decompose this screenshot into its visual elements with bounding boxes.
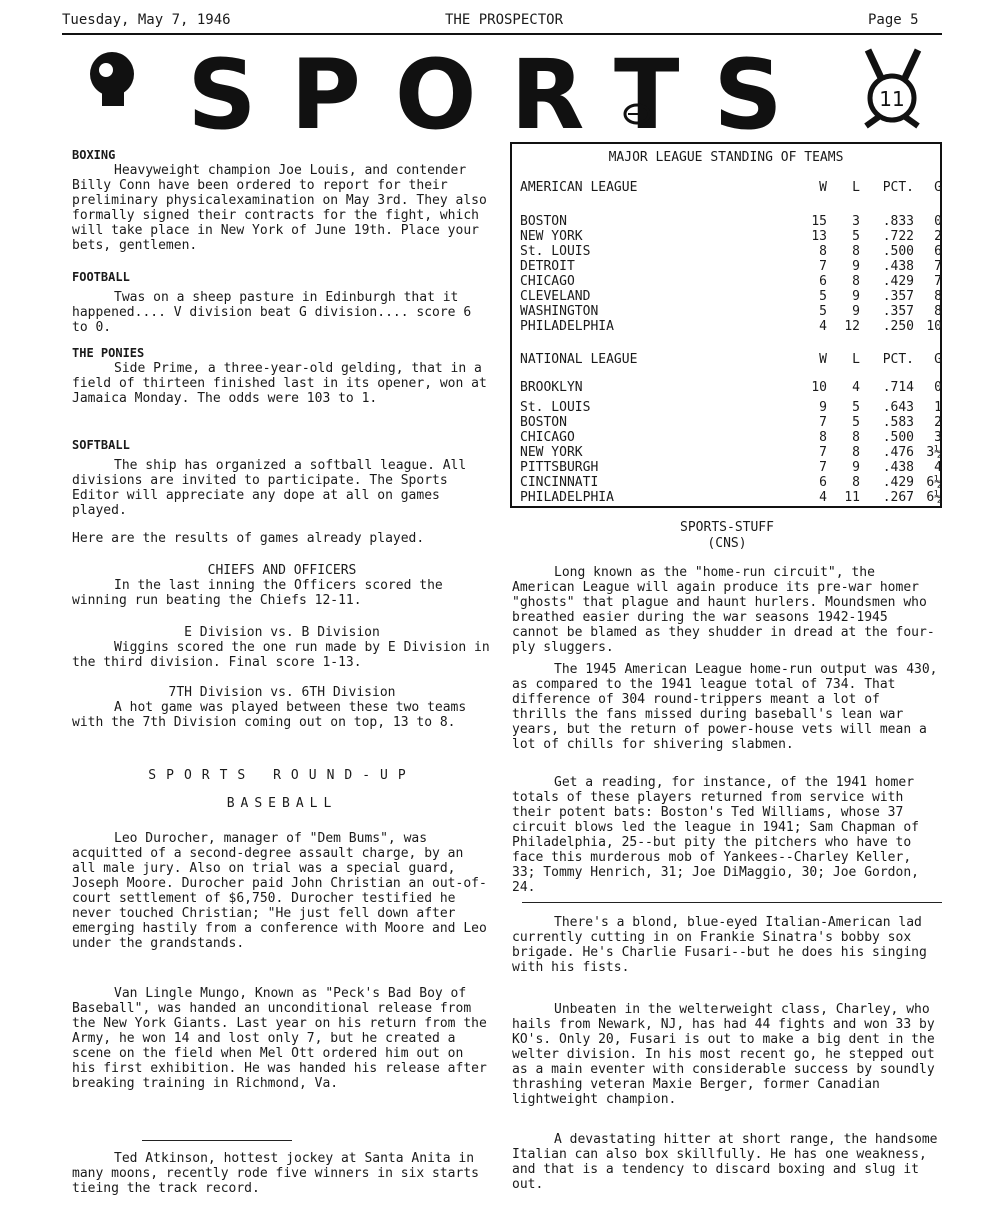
games-behind: G	[934, 352, 942, 367]
games-behind: 1	[934, 400, 942, 415]
fusari-record-story: Unbeaten in the welterweight class, Charley, who hails from Newark, NJ, has had 44 fights and won 33 by KO's. Only 20, Fusari is out to make a big dent in the welter division. In his most recent go, he stepped out as a main eventer with considerable success by soundly thrashing veteran Maxie Berger, former Canadian lightweight champion.	[512, 1002, 935, 1107]
team-row	[520, 460, 942, 475]
losses: 11	[844, 490, 860, 505]
section-body: Twas on a sheep pasture in Edinburgh that it happened.... V division beat G division.... score 6 to 0.	[72, 290, 472, 335]
team-name: PHILADELPHIA	[520, 490, 614, 505]
section-heading: FOOTBALL	[72, 270, 130, 284]
sports-stuff-heading: SPORTS-STUFF	[680, 520, 774, 535]
percentage: .714	[882, 380, 914, 395]
games-behind: 7	[934, 274, 942, 289]
baseball-heading: BASEBALL	[226, 796, 338, 811]
team-name: BOSTON	[520, 214, 567, 229]
games-behind: 6½	[926, 475, 942, 490]
svg-text:11: 11	[879, 87, 905, 111]
losses: L	[852, 352, 860, 367]
team-name: CINCINNATI	[520, 475, 599, 490]
durocher-story: Leo Durocher, manager of "Dem Bums", was acquitted of a second-degree assault charge, by an all male jury. Also on trial was a special guard, Joseph Moore. Durocher paid John Christian an out-of-court settlement of $6,750. Durocher testified he never touched Christian; "He just fell down after emerging hastily from a conference with Moore and Leo under the grandstands.	[72, 831, 487, 951]
team-name: WASHINGTON	[520, 304, 599, 319]
issue-date: Tuesday, May 7, 1946	[62, 12, 231, 28]
wins: 15	[811, 214, 827, 229]
league-header-row	[520, 352, 942, 367]
game-result-7th-division	[72, 685, 492, 730]
boxing-glove-icon	[90, 52, 134, 106]
wins: 4	[819, 319, 827, 334]
team-name: NEW YORK	[520, 445, 583, 460]
boxing-section	[72, 148, 492, 253]
percentage: .429	[882, 274, 914, 289]
wins: W	[819, 352, 827, 367]
percentage: .267	[882, 490, 914, 505]
losses: 8	[852, 244, 860, 259]
atkinson-story: Ted Atkinson, hottest jockey at Santa Anita in many moons, recently rode five winners in six starts tieing the track record.	[72, 1151, 479, 1196]
games-behind: 6½	[926, 490, 942, 505]
wins: 6	[819, 274, 827, 289]
wins: 7	[819, 460, 827, 475]
team-name: CLEVELAND	[520, 289, 591, 304]
percentage: .722	[882, 229, 914, 244]
games-behind: 2	[934, 229, 942, 244]
section-body: Heavyweight champion Joe Louis, and contender Billy Conn have been ordered to report for their preliminary physicalexamination on May 3rd. They also formally signed their contracts for the fight, which will take place in New York of June 19th. Place your bets, gentlemen.	[72, 163, 487, 253]
losses: 9	[852, 259, 860, 274]
team-row	[520, 214, 942, 229]
league-header-row	[520, 180, 942, 195]
football-section	[72, 270, 492, 335]
team-name: BOSTON	[520, 415, 567, 430]
losses: 8	[852, 475, 860, 490]
story-divider	[142, 1140, 292, 1141]
banner-art	[62, 36, 942, 146]
section-heading: THE PONIES	[72, 346, 145, 360]
losses: L	[852, 180, 860, 195]
percentage: .500	[882, 244, 914, 259]
percentage: .357	[882, 304, 914, 319]
games-behind: 3	[934, 430, 942, 445]
team-row	[520, 259, 942, 274]
wins: 7	[819, 445, 827, 460]
percentage: .357	[882, 289, 914, 304]
game-heading: 7TH Division vs. 6TH Division	[168, 685, 396, 700]
game-result-chiefs	[72, 563, 492, 608]
wins: 4	[819, 490, 827, 505]
team-row	[520, 289, 942, 304]
wins: 5	[819, 304, 827, 319]
wins: 6	[819, 475, 827, 490]
games-behind: 3½	[926, 445, 942, 460]
games-behind: 7	[934, 259, 942, 274]
wins: 7	[819, 259, 827, 274]
wins: W	[819, 180, 827, 195]
team-row	[520, 415, 942, 430]
bunny-ball-icon	[866, 50, 918, 126]
percentage: PCT.	[882, 180, 914, 195]
team-name: CHICAGO	[520, 430, 575, 445]
wins: 5	[819, 289, 827, 304]
team-row	[520, 400, 942, 415]
team-name: CHICAGO	[520, 274, 575, 289]
losses: 9	[852, 460, 860, 475]
team-row	[520, 430, 942, 445]
results-intro: Here are the results of games already played.	[72, 531, 425, 546]
team-name: St. LOUIS	[520, 400, 591, 415]
team-name: NEW YORK	[520, 229, 583, 244]
game-body: Wiggins scored the one run made by E Division in the third division. Final score 1-13.	[72, 640, 490, 670]
team-row	[520, 490, 942, 505]
losses: 5	[852, 229, 860, 244]
ponies-section	[72, 346, 492, 406]
games-behind: 8	[934, 289, 942, 304]
team-row	[520, 475, 942, 490]
standings-title: MAJOR LEAGUE STANDING OF TEAMS	[608, 150, 844, 165]
page-number: Page 5	[868, 12, 919, 28]
softball-section	[72, 438, 492, 518]
percentage: .833	[882, 214, 914, 229]
section-heading: BOXING	[72, 148, 116, 162]
percentage: .643	[882, 400, 914, 415]
percentage: .429	[882, 475, 914, 490]
wins: 8	[819, 244, 827, 259]
team-name: BROOKLYN	[520, 380, 583, 395]
losses: 3	[852, 214, 860, 229]
games-behind: 2	[934, 415, 942, 430]
wins: 9	[819, 400, 827, 415]
team-row	[520, 319, 942, 334]
team-row	[520, 380, 942, 395]
story-divider	[522, 902, 942, 903]
mungo-story: Van Lingle Mungo, Known as "Peck's Bad Boy of Baseball", was handed an unconditional release from the New York Giants. Last year on his return from the Army, he won 14 and lost only 7, but he created a scene on the field when Mel Ott ordered him out on his first exhibition. He was handed his release after breaking training in Richmond, Va.	[72, 986, 487, 1091]
games-behind: G	[934, 180, 942, 195]
wins: 10	[811, 380, 827, 395]
standings-table	[510, 142, 942, 508]
game-result-e-division	[72, 625, 492, 670]
team-name: DETROIT	[520, 259, 575, 274]
header-rule	[62, 33, 942, 35]
game-heading: E Division vs. B Division	[184, 625, 380, 640]
percentage: PCT.	[882, 352, 914, 367]
sports-stuff-source: (CNS)	[707, 536, 747, 551]
team-row	[520, 274, 942, 289]
section-heading: SOFTBALL	[72, 438, 130, 452]
games-behind: 6	[934, 244, 942, 259]
wins: 13	[811, 229, 827, 244]
game-body: In the last inning the Officers scored the winning run beating the Chiefs 12-11.	[72, 578, 443, 608]
section-body: Side Prime, a three-year-old gelding, that in a field of thirteen finished last in its opener, won at Jamaica Monday. The odds were 103 to 1.	[72, 361, 487, 406]
team-row	[520, 244, 942, 259]
game-body: A hot game was played between these two teams with the 7th Division coming out on top, 13 to 8.	[72, 700, 467, 730]
losses: 9	[852, 304, 860, 319]
homer-totals-story: Get a reading, for instance, of the 1941 homer totals of these players returned from service with their potent bats: Boston's Ted Williams, whose 37 circuit blows led the league in 1941; Sam Chapman of Philadelphia, 25--but pity the pitchers who have to face this murderous mob of Yankees--Charley Keller, 33; Tommy Henrich, 31; Joe DiMaggio, 30; Joe Gordon, 24.	[512, 775, 919, 895]
section-body: The ship has organized a softball league. All divisions are invited to participate. The Sports Editor will appreciate any dope at all on games played.	[72, 458, 467, 518]
fusari-intro-story: There's a blond, blue-eyed Italian-American lad currently cutting in on Frankie Sinatra's bobby sox brigade. He's Charlie Fusari--but he does his singing with his fists.	[512, 915, 927, 975]
games-behind: 10	[926, 319, 942, 334]
wins: 7	[819, 415, 827, 430]
losses: 9	[852, 289, 860, 304]
percentage: .476	[882, 445, 914, 460]
team-name: PITTSBURGH	[520, 460, 599, 475]
losses: 5	[852, 400, 860, 415]
homer-output-story: The 1945 American League home-run output was 430, as compared to the 1941 league total of 734. That difference of 304 round-trippers meant a lot of thrills the fans missed during baseball's lean war years, but the return of power-house vets will mean a lot of chills for shivering slabmen.	[512, 662, 938, 752]
team-row	[520, 304, 942, 319]
games-behind: 8	[934, 304, 942, 319]
losses: 12	[844, 319, 860, 334]
banner-title: SPORTS	[187, 39, 817, 146]
newspaper-name: THE PROSPECTOR	[445, 12, 564, 28]
games-behind: 4	[934, 460, 942, 475]
roundup-heading: SPORTS ROUND-UP	[148, 768, 416, 783]
percentage: .250	[882, 319, 914, 334]
percentage: .500	[882, 430, 914, 445]
team-row	[520, 445, 942, 460]
team-row	[520, 229, 942, 244]
games-behind: 0	[934, 214, 942, 229]
team-name: NATIONAL LEAGUE	[520, 352, 638, 367]
losses: 8	[852, 430, 860, 445]
games-behind: 0	[934, 380, 942, 395]
losses: 8	[852, 274, 860, 289]
losses: 4	[852, 380, 860, 395]
team-name: AMERICAN LEAGUE	[520, 180, 638, 195]
fusari-style-story: A devastating hitter at short range, the handsome Italian can also box skillfully. He has one weakness, and that is a tendency to discard boxing and slug it out.	[512, 1132, 938, 1192]
percentage: .583	[882, 415, 914, 430]
homer-ghosts-story: Long known as the "home-run circuit", the American League will again produce its pre-war homer "ghosts" that plague and haunt hurlers. Moundsmen who breathed easier during the war seasons 1942-1945 cannot be blamed as they shudder in dread at the four-ply sluggers.	[512, 565, 935, 655]
team-name: PHILADELPHIA	[520, 319, 614, 334]
losses: 8	[852, 445, 860, 460]
team-name: St. LOUIS	[520, 244, 591, 259]
percentage: .438	[882, 460, 914, 475]
sports-banner	[62, 36, 942, 146]
wins: 8	[819, 430, 827, 445]
game-heading: CHIEFS AND OFFICERS	[207, 563, 357, 578]
losses: 5	[852, 415, 860, 430]
percentage: .438	[882, 259, 914, 274]
